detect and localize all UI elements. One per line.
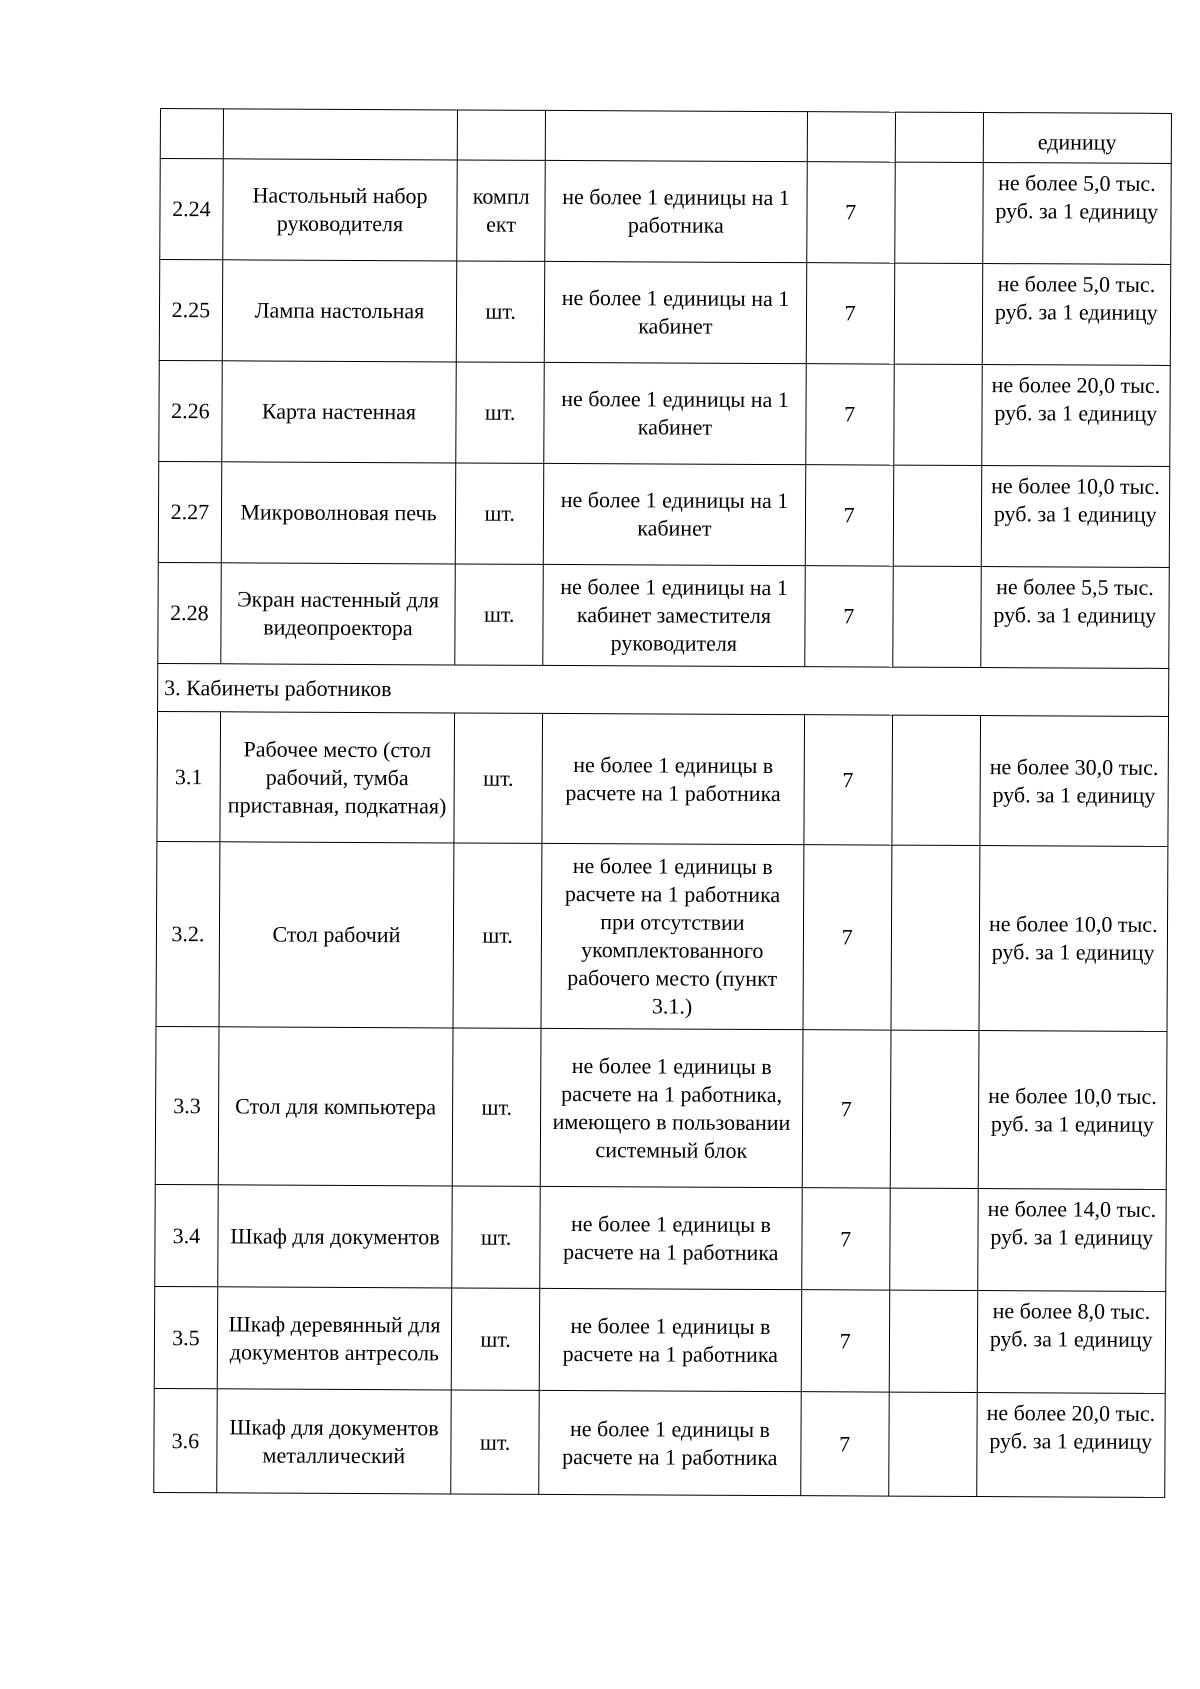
table-row <box>158 461 1169 567</box>
cell-unit: шт. <box>456 261 544 362</box>
cell-extra <box>890 1030 979 1188</box>
cell-norm: не более 1 единицы в расчете на 1 работника <box>540 1186 802 1289</box>
cell-norm: не более 1 единицы на 1 кабинет <box>544 261 806 363</box>
table-row <box>158 562 1169 668</box>
cell-extra <box>893 465 981 566</box>
cell-norm: не более 1 единицы в расчете на 1 работника <box>539 1288 801 1391</box>
cell-term: 7 <box>800 1392 888 1496</box>
cell-term: 7 <box>806 364 894 465</box>
cell-term: 7 <box>807 162 895 263</box>
cell-num: 2.26 <box>159 360 222 461</box>
cell-norm: не более 1 единицы на 1 кабинет <box>543 463 805 565</box>
cell-price: не более 5,0 тыс. руб. за 1 единицу <box>982 163 1171 265</box>
cell-num: 2.27 <box>158 461 221 562</box>
cell-num: 3.4 <box>155 1184 218 1286</box>
cell-extra <box>891 845 980 1030</box>
cell-num: 2.25 <box>159 260 222 361</box>
cell-unit: шт. <box>452 1186 540 1288</box>
cell-norm: не более 1 единицы на 1 работника <box>545 160 807 262</box>
table-row <box>154 1388 1165 1497</box>
cell-price: не более 20,0 тыс. руб. за 1 единицу <box>976 1393 1165 1498</box>
cell-norm: не более 1 единицы на 1 кабинет заместителя руководителя <box>543 564 805 666</box>
cell-unit: шт. <box>451 1390 539 1494</box>
table-row <box>154 1286 1165 1393</box>
cell-name: Лампа настольная <box>222 260 457 362</box>
cell-num: 3.5 <box>154 1286 217 1388</box>
cell-name: Стол рабочий <box>219 842 454 1028</box>
cell-price: не более 30,0 тыс. руб. за 1 единицу <box>979 716 1168 847</box>
cell-extra <box>894 162 982 263</box>
cell-unit: шт. <box>454 713 543 843</box>
table-row <box>155 1026 1167 1189</box>
cell-norm: не более 1 единицы в расчете на 1 работника <box>542 713 804 844</box>
cell-price: не более 5,5 тыс. руб. за 1 единицу <box>980 567 1169 669</box>
cell-name: Стол для компьютера <box>218 1027 453 1186</box>
cell-name: Микроволновая печь <box>221 462 456 564</box>
cell-num: 3.3 <box>155 1026 219 1184</box>
cell-price: единицу <box>983 113 1172 164</box>
cell-unit: шт. <box>452 1028 541 1186</box>
section-row <box>158 663 1169 716</box>
table-row <box>160 159 1171 265</box>
cell-unit <box>457 110 545 160</box>
cell-num: 3.2. <box>156 841 220 1026</box>
cell-term: 7 <box>804 715 893 845</box>
cell-num: 3.1 <box>157 711 220 841</box>
cell-num: 2.24 <box>160 159 223 260</box>
cell-price: не более 8,0 тыс. руб. за 1 единицу <box>977 1291 1166 1394</box>
cell-name: Настольный набор руководителя <box>223 159 458 261</box>
cell-name: Рабочее место (стол рабочий, тумба приставная, подкатная) <box>220 712 455 843</box>
cell-unit: шт. <box>455 463 543 564</box>
cell-price: не более 20,0 тыс. руб. за 1 единицу <box>981 365 1170 467</box>
cell-term: 7 <box>805 566 893 667</box>
cell-extra <box>892 566 980 667</box>
cell-term: 7 <box>802 1030 891 1188</box>
table-row <box>160 109 1171 164</box>
cell-extra <box>889 1290 977 1392</box>
cell-num: 2.28 <box>158 562 221 663</box>
table-row <box>159 260 1170 366</box>
cell-price: не более 10,0 тыс. руб. за 1 единицу <box>978 1031 1167 1190</box>
table-row <box>155 1184 1166 1291</box>
cell-extra <box>894 263 982 364</box>
cell-extra <box>893 364 981 465</box>
cell-term: 7 <box>803 845 892 1030</box>
cell-term: 7 <box>806 263 894 364</box>
cell-norm: не более 1 единицы в расчете на 1 работника <box>539 1390 801 1495</box>
cell-unit: шт. <box>453 843 542 1028</box>
cell-unit: компл ект <box>457 160 545 261</box>
cell-price: не более 10,0 тыс. руб. за 1 единицу <box>981 466 1170 568</box>
cell-unit: шт. <box>451 1288 539 1390</box>
cell-unit: шт. <box>456 362 544 463</box>
cell-term: 7 <box>801 1290 889 1392</box>
cell-name <box>223 109 458 160</box>
table-row <box>156 841 1168 1031</box>
cell-extra <box>895 112 983 162</box>
cell-name: Шкаф для документов <box>218 1185 453 1288</box>
cell-term: 7 <box>801 1188 889 1290</box>
cell-name: Экран настенный для видеопроектора <box>221 563 456 665</box>
table-row <box>157 711 1169 846</box>
cell-extra <box>888 1392 976 1496</box>
cell-name: Шкаф для документов металлический <box>217 1389 452 1494</box>
cell-num <box>160 109 223 159</box>
cell-name: Шкаф деревянный для документов антресоль <box>217 1287 452 1390</box>
cell-term: 7 <box>805 465 893 566</box>
cell-norm: не более 1 единицы в расчете на 1 работника при отсутствии укомплектованного рабочего место (пункт 3.1.) <box>541 843 804 1029</box>
norms-table <box>153 108 1172 1498</box>
cell-norm: не более 1 единицы на 1 кабинет <box>544 362 806 464</box>
cell-norm <box>545 110 807 161</box>
cell-num: 3.6 <box>154 1388 217 1492</box>
section-title: 3. Кабинеты работников <box>158 663 1169 716</box>
cell-price: не более 10,0 тыс. руб. за 1 единицу <box>979 846 1168 1032</box>
table-row <box>159 360 1170 466</box>
cell-price: не более 5,0 тыс. руб. за 1 единицу <box>982 264 1171 366</box>
cell-term <box>807 112 895 162</box>
cell-extra <box>892 715 981 845</box>
cell-unit: шт. <box>455 564 543 665</box>
cell-name: Карта настенная <box>222 361 457 463</box>
cell-extra <box>889 1188 977 1290</box>
cell-price: не более 14,0 тыс. руб. за 1 единицу <box>977 1189 1166 1292</box>
cell-norm: не более 1 единицы в расчете на 1 работника, имеющего в пользовании системный блок <box>540 1028 802 1187</box>
